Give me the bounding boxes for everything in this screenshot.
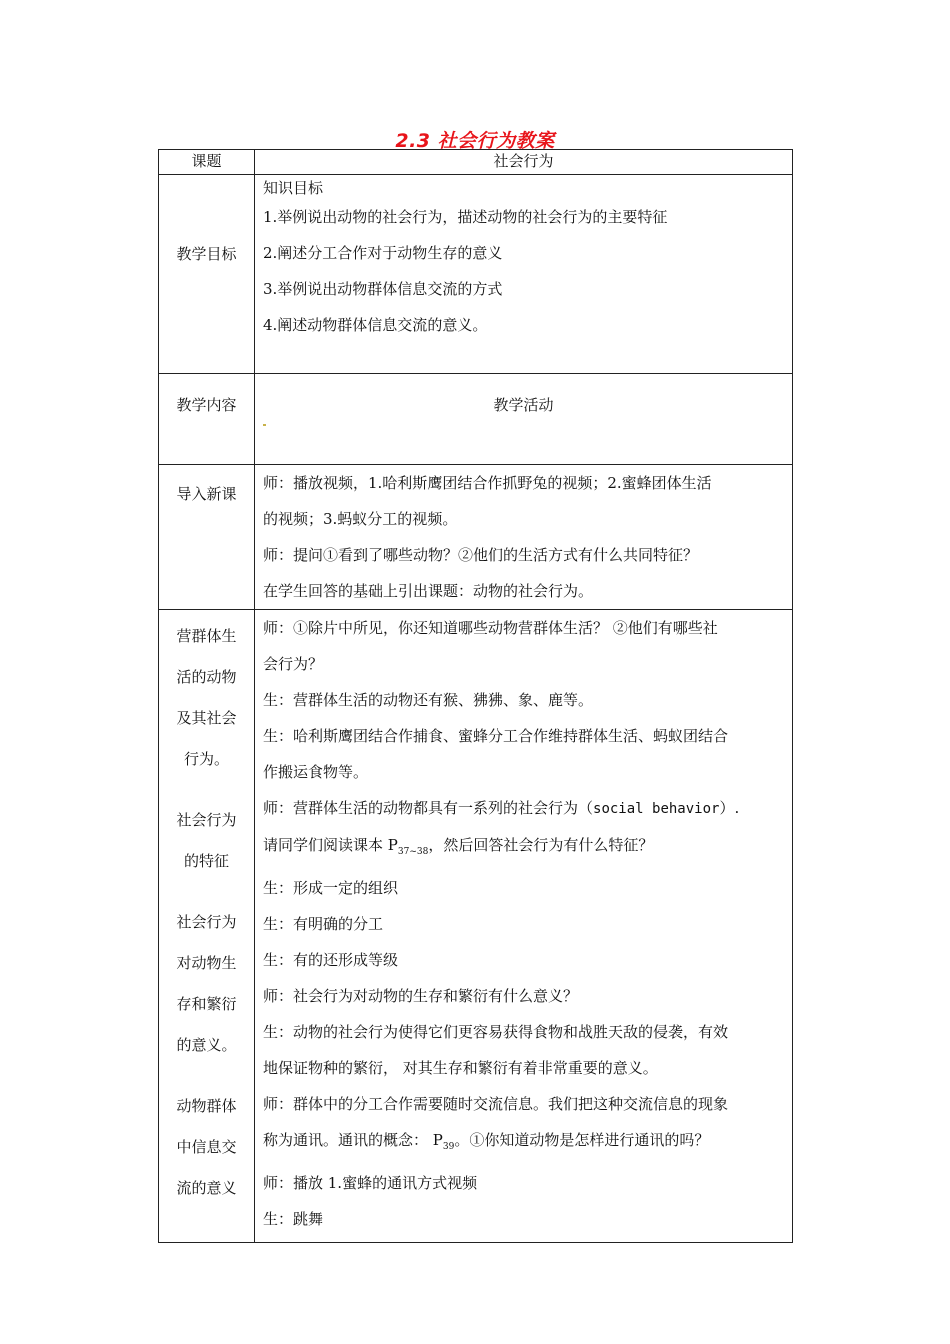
dialogue-line: 生：有明确的分工 bbox=[263, 915, 384, 933]
header-row bbox=[159, 150, 793, 175]
objectives-label: 教学目标 bbox=[159, 175, 255, 374]
content-row bbox=[159, 374, 793, 465]
lesson-plan-table bbox=[158, 149, 793, 1243]
ink-speck bbox=[263, 424, 266, 426]
topic-line: 行为。 bbox=[183, 750, 229, 768]
intro-cell bbox=[255, 465, 793, 610]
dialogue-text: 请同学们阅读课本 P bbox=[263, 836, 398, 854]
topic-line: 存和繁衍 bbox=[176, 995, 237, 1013]
intro-line: 在学生回答的基础上引出课题：动物的社会行为。 bbox=[263, 582, 594, 600]
dialogue-line: 生：形成一定的组织 bbox=[263, 879, 399, 897]
topic-line: 及其社会 bbox=[176, 709, 237, 727]
topic-line: 对动物生 bbox=[176, 954, 237, 972]
dialogue-line: 生：哈利斯鹰团结合作捕食、蜜蜂分工合作维持群体生活、蚂蚁团结合 bbox=[263, 727, 729, 745]
dialogue-line: 生：营群体生活的动物还有猴、狒狒、象、鹿等。 bbox=[263, 691, 594, 709]
dialogue-line: 作搬运食物等。 bbox=[263, 763, 369, 781]
objectives-heading: 知识目标 bbox=[263, 179, 324, 197]
topic-line: 活的动物 bbox=[176, 668, 237, 686]
topic-line: 流的意义 bbox=[176, 1179, 237, 1197]
dialogue-text: ）. bbox=[719, 799, 740, 817]
main-dialogue-cell bbox=[255, 610, 793, 1243]
topic-line: 社会行为 bbox=[176, 913, 237, 931]
dialogue-text: 称为通讯。通讯的概念： P bbox=[263, 1131, 443, 1149]
dialogue-line: 师：播放 1.蜜蜂的通讯方式视频 bbox=[263, 1174, 478, 1192]
objective-item: 1.举例说出动物的社会行为，描述动物的社会行为的主要特征 bbox=[263, 208, 668, 226]
topic-value: 社会行为 bbox=[255, 150, 793, 175]
objectives-cell bbox=[255, 175, 793, 374]
dialogue-line: 师：社会行为对动物的生存和繁衍有什么意义？ bbox=[263, 987, 579, 1005]
dialogue-line: 地保证物种的繁衍， 对其生存和繁衍有着非常重要的意义。 bbox=[263, 1059, 658, 1077]
page-number: 39 bbox=[442, 1142, 455, 1152]
intro-row bbox=[159, 465, 793, 610]
topic-group bbox=[165, 800, 248, 882]
page-title: 2.3 社会行为教案 bbox=[395, 130, 555, 152]
page-range: 37~38 bbox=[397, 847, 429, 857]
objective-item: 2.阐述分工合作对于动物生存的意义 bbox=[263, 244, 503, 262]
content-label: 教学内容 bbox=[159, 374, 255, 465]
topic-group bbox=[165, 616, 248, 780]
dialogue-text: ，然后回答社会行为有什么特征？ bbox=[428, 836, 654, 854]
english-term: social behavior bbox=[593, 801, 720, 817]
dialogue-line: 生：动物的社会行为使得它们更容易获得食物和战胜天敌的侵袭，有效 bbox=[263, 1023, 729, 1041]
main-topics-cell bbox=[159, 610, 255, 1243]
topic-line: 的特征 bbox=[183, 852, 229, 870]
objective-item: 3.举例说出动物群体信息交流的方式 bbox=[263, 280, 503, 298]
topic-label: 课题 bbox=[159, 150, 255, 175]
topic-line: 营群体生 bbox=[176, 627, 237, 645]
topic-group bbox=[165, 1086, 248, 1209]
dialogue-text: 。①你知道动物是怎样进行通讯的吗？ bbox=[454, 1131, 710, 1149]
dialogue-line bbox=[263, 1122, 784, 1165]
dialogue-line: 会行为？ bbox=[263, 655, 324, 673]
intro-line: 师：播放视频，1.哈利斯鹰团结合作抓野兔的视频；2.蜜蜂团体生活 bbox=[263, 474, 712, 492]
objective-item: 4.阐述动物群体信息交流的意义。 bbox=[263, 316, 488, 334]
dialogue-line: 师：群体中的分工合作需要随时交流信息。我们把这种交流信息的现象 bbox=[263, 1095, 729, 1113]
topic-line: 社会行为 bbox=[176, 811, 237, 829]
activity-heading bbox=[255, 374, 793, 465]
topic-line: 的意义。 bbox=[176, 1036, 237, 1054]
topic-group bbox=[165, 902, 248, 1066]
intro-line: 师：提问①看到了哪些动物？②他们的生活方式有什么共同特征？ bbox=[263, 546, 699, 564]
activity-heading-text: 教学活动 bbox=[493, 396, 554, 414]
intro-line: 的视频；3.蚂蚁分工的视频。 bbox=[263, 510, 458, 528]
topic-line: 动物群体 bbox=[176, 1097, 237, 1115]
dialogue-line bbox=[263, 790, 784, 827]
dialogue-line: 生：跳舞 bbox=[263, 1210, 324, 1228]
dialogue-line bbox=[263, 827, 784, 870]
main-row bbox=[159, 610, 793, 1243]
dialogue-line: 师：①除片中所见，你还知道哪些动物营群体生活？ ②他们有哪些社 bbox=[263, 619, 718, 637]
dialogue-text: 师：营群体生活的动物都具有一系列的社会行为（ bbox=[263, 799, 594, 817]
intro-label: 导入新课 bbox=[159, 465, 255, 610]
dialogue-line: 生：有的还形成等级 bbox=[263, 951, 399, 969]
objectives-row bbox=[159, 175, 793, 374]
topic-line: 中信息交 bbox=[176, 1138, 237, 1156]
